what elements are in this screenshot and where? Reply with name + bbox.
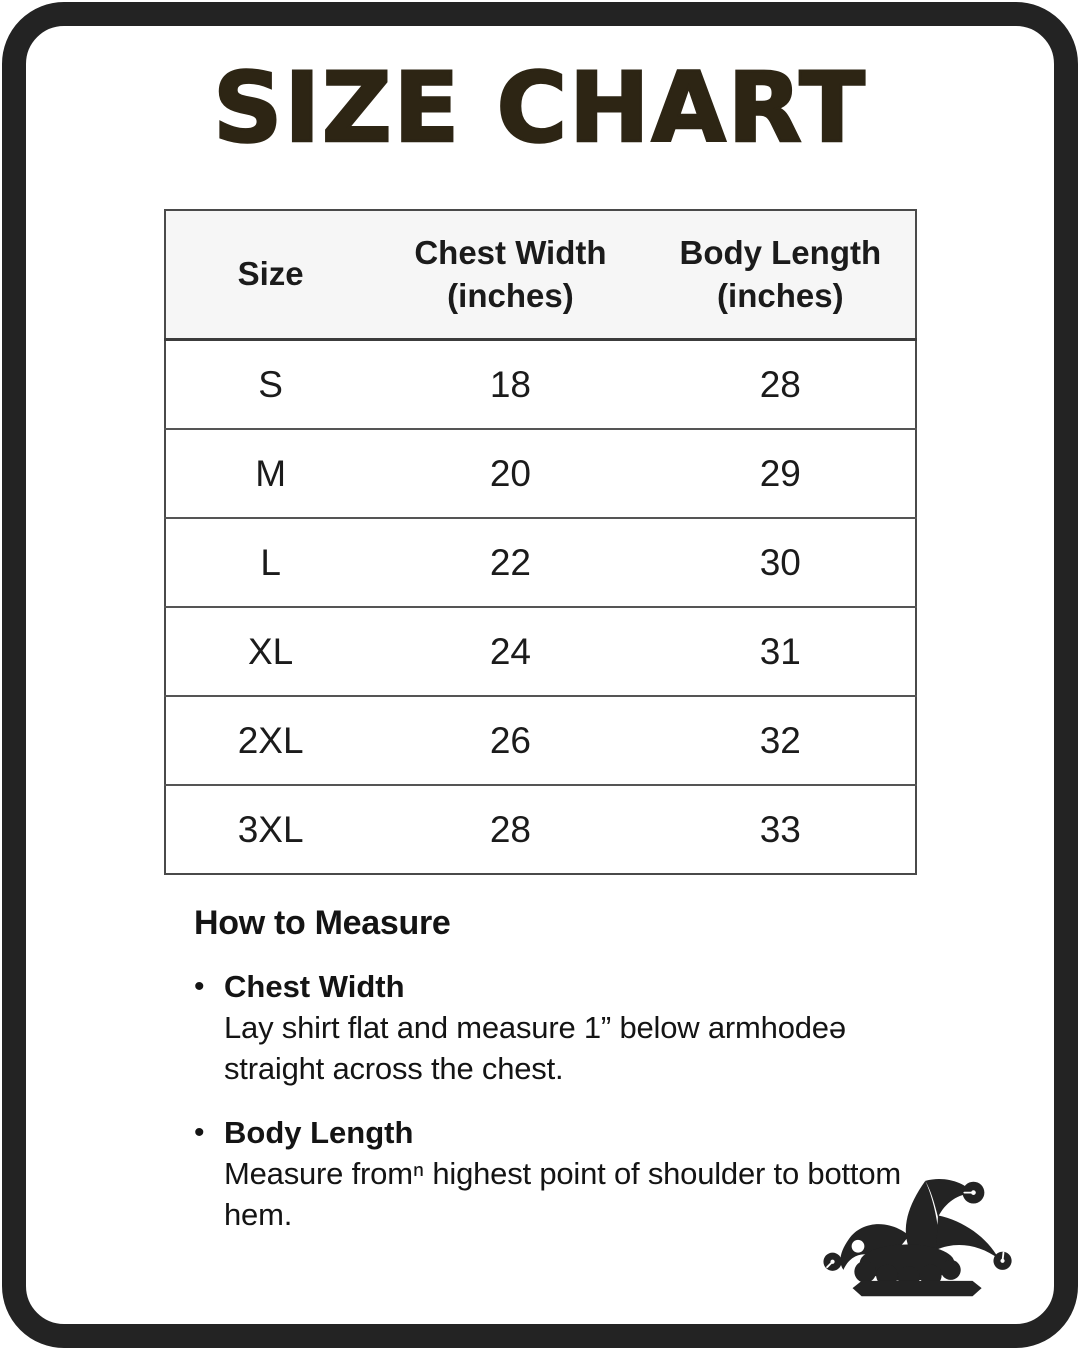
header-chest-width	[375, 210, 645, 340]
measure-desc-line: hem.	[224, 1197, 293, 1232]
header-body-unit: (inches)	[717, 276, 844, 314]
how-to-measure-section	[194, 904, 926, 1235]
cell-body: 32	[646, 696, 916, 785]
measure-item-body-length	[194, 1113, 926, 1235]
cell-body: 33	[646, 785, 916, 874]
cell-size: M	[165, 429, 375, 518]
bullet-icon: •	[194, 970, 205, 1003]
cell-body: 31	[646, 607, 916, 696]
table-row	[165, 340, 916, 430]
cell-chest: 28	[375, 785, 645, 874]
cell-body: 28	[759, 363, 801, 405]
table-row	[165, 785, 916, 874]
measure-desc-line: Measure fromⁿ highest point of shoulder to bottom	[224, 1156, 901, 1191]
header-chest-label: Chest Width	[414, 234, 607, 272]
measure-term: Chest Width	[224, 969, 405, 1004]
cell-size: 3XL	[165, 785, 375, 874]
jester-hat-icon	[818, 1175, 1018, 1303]
measure-term: Body Length	[224, 1115, 414, 1150]
size-table	[164, 209, 917, 875]
header-size-label: Size	[237, 255, 304, 293]
cell-size: 2XL	[165, 696, 375, 785]
cell-size: S	[258, 363, 283, 405]
cell-body: 30	[646, 518, 916, 607]
cell-chest: 26	[375, 696, 645, 785]
table-header-row	[165, 210, 916, 340]
bullet-icon: •	[194, 1116, 205, 1149]
cell-chest: 22	[375, 518, 645, 607]
table-row	[165, 518, 916, 607]
measure-desc-line: straight across the chest.	[224, 1051, 564, 1086]
header-chest-unit: (inches)	[447, 276, 574, 314]
cell-chest: 18	[489, 363, 532, 405]
table-row	[165, 696, 916, 785]
page-title: SIZE CHART	[213, 52, 867, 164]
header-body-length	[646, 210, 916, 340]
cell-size: XL	[165, 607, 375, 696]
header-size	[165, 210, 375, 340]
header-body-label: Body Length	[679, 234, 882, 272]
table-row	[165, 607, 916, 696]
cell-body: 29	[646, 429, 916, 518]
measure-desc-line: Lay shirt flat and measure 1” below armhodeə	[224, 1010, 846, 1045]
cell-chest: 24	[375, 607, 645, 696]
cell-size: L	[165, 518, 375, 607]
cell-chest: 20	[375, 429, 645, 518]
how-to-measure-heading: How to Measure	[194, 904, 451, 942]
measure-item-chest-width	[194, 967, 926, 1089]
table-row	[165, 429, 916, 518]
